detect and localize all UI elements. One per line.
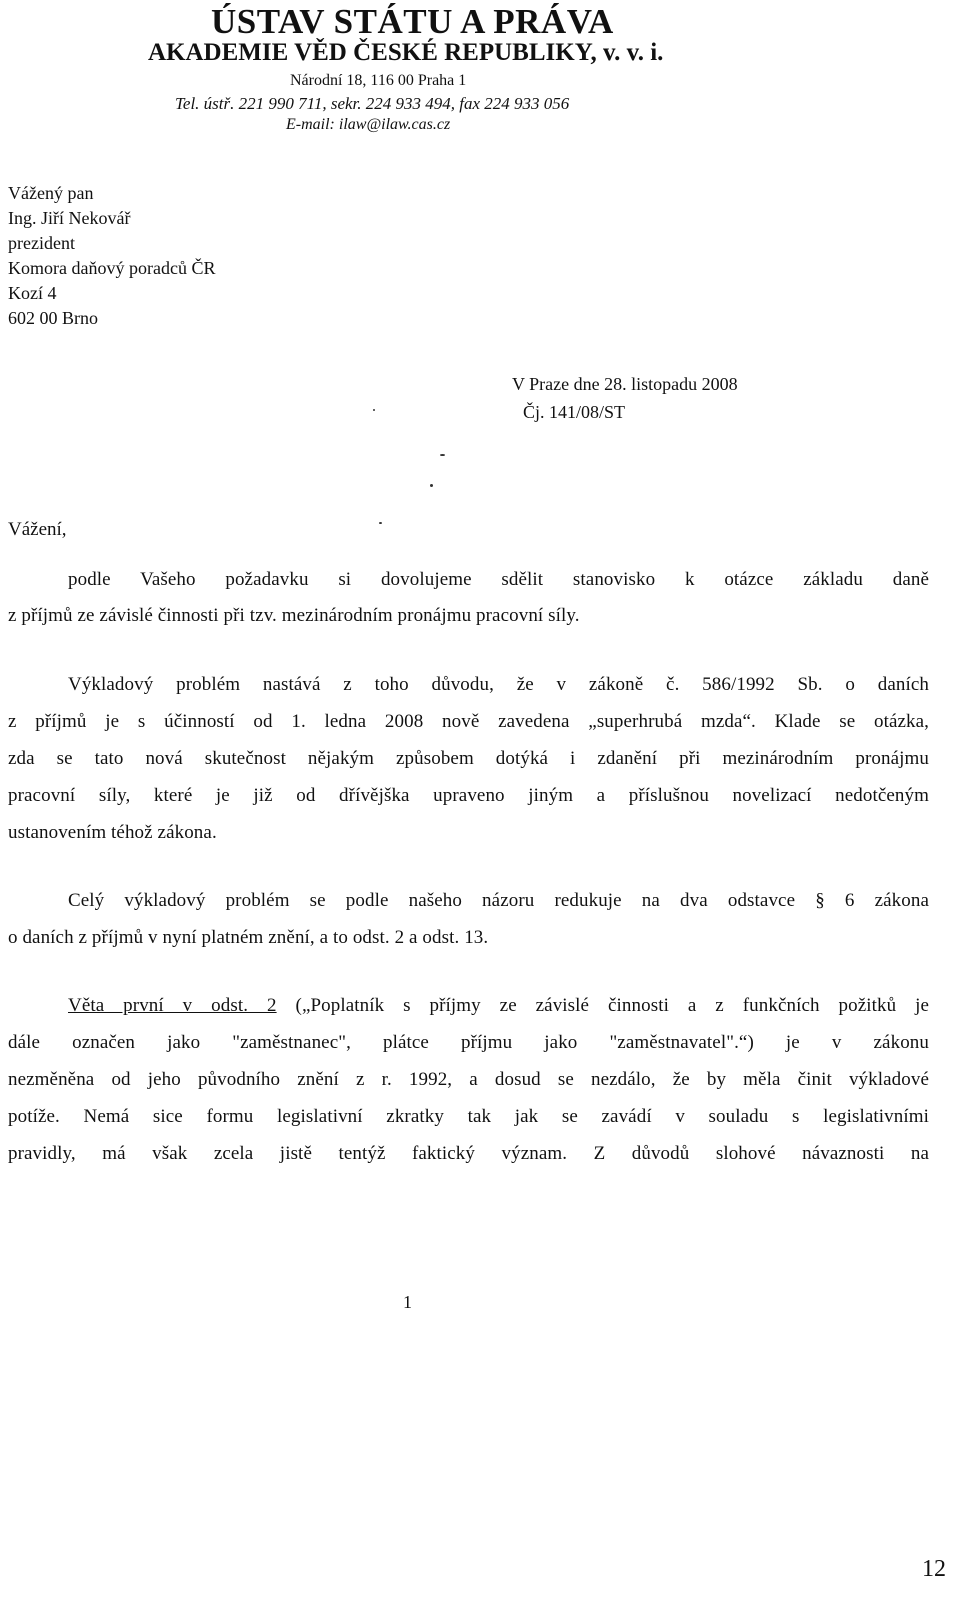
paragraph-line: podle Vašeho požadavku si dovolujeme sdělit stanovisko k otázce základu daně: [68, 569, 929, 590]
salutation: Vážení,: [8, 519, 67, 540]
paragraph-line: zda se tato nová skutečnost nějakým způsobem dotýká i zdanění při mezinárodním pronájmu: [8, 748, 929, 769]
institution-email: E-mail: ilaw@ilaw.cas.cz: [286, 116, 451, 133]
recipient-line: Vážený pan: [8, 183, 94, 203]
recipient-line: prezident: [8, 233, 75, 253]
paragraph-text: („Poplatník s příjmy ze závislé činnosti a z funkčních požitků je: [276, 995, 929, 1016]
paragraph-line: o daních z příjmů v nyní platném znění, a to odst. 2 a odst. 13.: [8, 927, 489, 948]
paragraph-line: ustanovením téhož zákona.: [8, 822, 217, 843]
recipient-line: Kozí 4: [8, 283, 57, 303]
institution-subtitle: AKADEMIE VĚD ČESKÉ REPUBLIKY, v. v. i.: [148, 39, 664, 66]
paragraph-line: dále označen jako "zaměstnanec", plátce příjmu jako "zaměstnavatel".“) je v zákonu: [8, 1032, 929, 1053]
recipient-line: Ing. Jiří Nekovář: [8, 208, 131, 228]
paragraph-line: z příjmů je s účinností od 1. ledna 2008 nově zavedena „superhrubá mzda“. Klade se otázka,: [8, 711, 929, 732]
recipient-line: 602 00 Brno: [8, 308, 98, 328]
scan-speck: [440, 454, 445, 456]
institution-phones: Tel. ústř. 221 990 711, sekr. 224 933 494, fax 224 933 056: [175, 94, 570, 113]
paragraph-line: z příjmů ze závislé činnosti při tzv. mezinárodním pronájmu pracovní síly.: [8, 605, 580, 626]
paragraph-line: pracovní síly, které je již od dřívějška upraveno jiným a příslušnou novelizací nedotčeným: [8, 785, 929, 806]
underlined-reference: Věta první v odst. 2: [68, 995, 277, 1016]
paragraph-line: [68, 995, 929, 1017]
institution-title: ÚSTAV STÁTU A PRÁVA: [211, 2, 614, 41]
scan-speck: [430, 484, 433, 487]
recipient-line: Komora daňový poradců ČR: [8, 258, 216, 278]
page-number: 1: [403, 1292, 412, 1312]
paragraph-line: potíže. Nemá sice formu legislativní zkratky tak jak se zavádí v souladu s legislativními: [8, 1106, 929, 1127]
institution-address: Národní 18, 116 00 Praha 1: [290, 72, 467, 89]
paragraph-line: Výkladový problém nastává z toho důvodu, že v zákoně č. 586/1992 Sb. o daních: [68, 674, 929, 695]
paragraph-line: nezměněna od jeho původního znění z r. 1992, a dosud se nezdálo, že by měla činit výkladové: [8, 1069, 929, 1090]
letter-date: V Praze dne 28. listopadu 2008: [512, 374, 738, 394]
paragraph-line: Celý výkladový problém se podle našeho názoru redukuje na dva odstavce § 6 zákona: [68, 890, 929, 911]
corner-page-count: 12: [922, 1556, 946, 1582]
scan-speck: [379, 522, 382, 524]
paragraph-line: pravidly, má však zcela jistě tentýž faktický význam. Z důvodů slohové návaznosti na: [8, 1143, 929, 1164]
scan-speck: [373, 409, 375, 411]
reference-number: Čj. 141/08/ST: [523, 402, 626, 422]
